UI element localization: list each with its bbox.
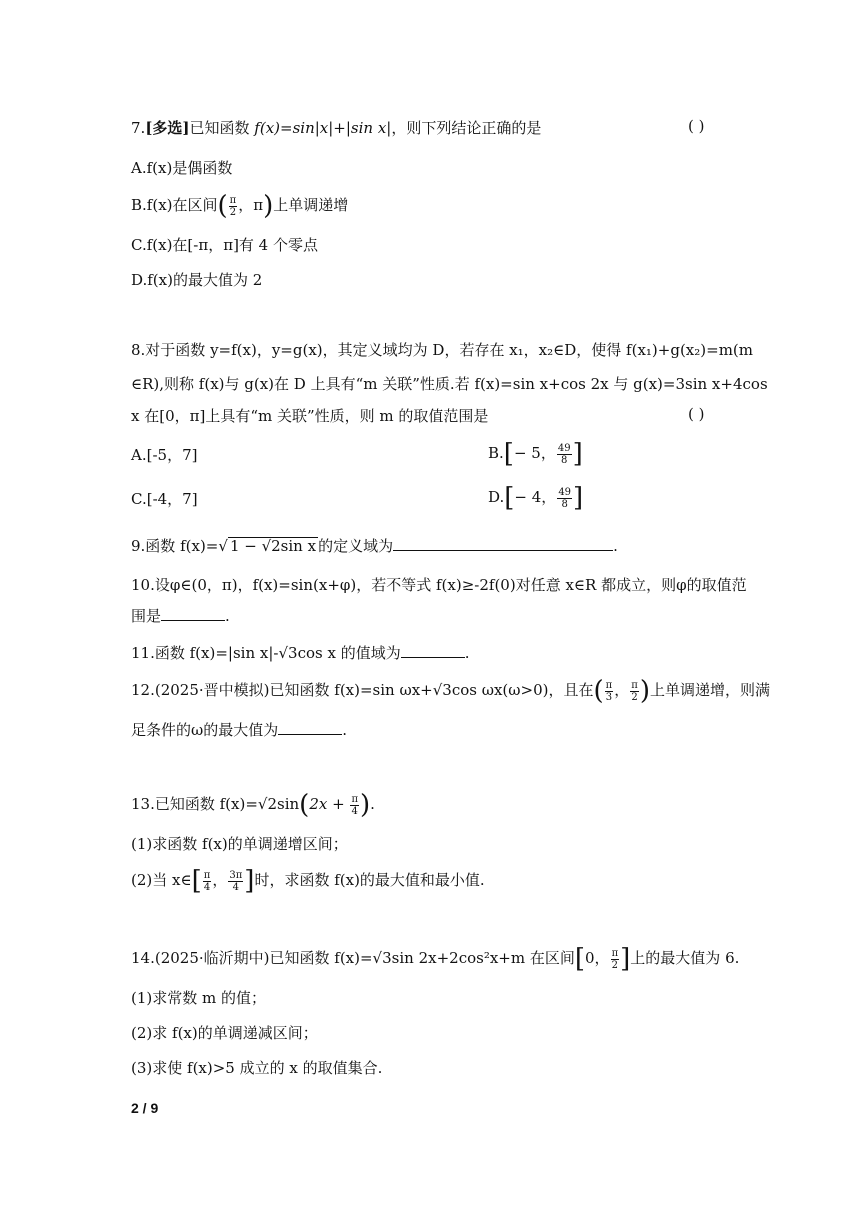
q14-part1: (1)求常数 m 的值； — [131, 989, 267, 1007]
answer-blank[interactable] — [393, 536, 613, 551]
fraction: $\frac{49}{8}$ — [558, 486, 572, 510]
q7-option-b-mid: ，π — [238, 196, 264, 214]
q9-text: 的定义域为 — [318, 537, 394, 555]
q7-option-d: D.f(x)的最大值为 2 — [131, 271, 263, 289]
q8-line3: x 在[0，π]上具有“m 关联”性质，则 m 的取值范围是 — [131, 407, 489, 425]
fraction: $\frac{\pi}{2}$ — [611, 947, 619, 971]
q7-option-b-text: 上单调递增 — [273, 196, 349, 214]
answer-blank[interactable] — [401, 643, 465, 658]
q8-answer-paren: ( ) — [688, 405, 705, 423]
answer-blank[interactable] — [161, 606, 225, 621]
q12-line1: 12.(2025·晋中模拟)已知函数 f(x)=sin ωx+√3cos ωx(ω>0)，且在( $\frac{\pi}{3}$ ， $\frac{\pi}{2}$ )上单调递增，则满 — [131, 676, 770, 706]
q7-option-b-label: B.f(x)在区间 — [131, 196, 218, 214]
q8-option-b-label: B. — [488, 444, 504, 462]
q13-part2: (2)当 x∈[ $\frac{\pi}{4}$ ， $\frac{3\pi}{4}$ ]时，求函数 f(x)的最大值和最小值. — [131, 866, 485, 896]
q14-interval-start: 0， — [585, 949, 610, 967]
q7-tag: [多选] — [145, 119, 190, 137]
answer-blank[interactable] — [278, 720, 342, 735]
q12-line2-text: 足条件的ω的最大值为 — [131, 721, 279, 739]
q13-part2-comma: ， — [212, 871, 228, 889]
q8-option-d: D.[− 4， $\frac{49}{8}$ ] — [488, 483, 584, 513]
fraction: $\frac{\pi}{3}$ — [605, 679, 613, 703]
q9-label: 9.函数 f(x)= — [131, 537, 219, 555]
q7-number: 7. — [131, 119, 146, 137]
q12-text: 12.(2025·晋中模拟)已知函数 f(x)=sin ωx+√3cos ωx(ω>0)，且在 — [131, 681, 594, 699]
q7-stem — [131, 117, 541, 139]
q7-stem-end: ，则下列结论正确的是 — [391, 119, 542, 137]
q14-part2: (2)求 f(x)的单调递减区间； — [131, 1024, 318, 1042]
fraction: $\frac{\pi}{2}$ — [631, 679, 638, 703]
q13-part2-text: (2)当 x∈ — [131, 871, 192, 889]
q13-text: 13.已知函数 f(x)=√2sin — [131, 795, 300, 813]
q14-stem: 14.(2025·临沂期中)已知函数 f(x)=√3sin 2x+2cos²x+m 在区间[0， $\frac{\pi}{2}$ ]上的最大值为 6. — [131, 944, 740, 974]
q10-text: 围是 — [131, 607, 162, 625]
q8-line1: 8.对于函数 y=f(x)，y=g(x)，其定义域均为 D，若存在 x₁，x₂∈D，使得 f(x₁)+g(x₂)=m(m — [131, 341, 753, 359]
q7-option-c: C.f(x)在[-π，π]有 4 个零点 — [131, 236, 318, 254]
q11-text: 11.函数 f(x)=|sin x|-√3cos x 的值域为 — [131, 644, 401, 662]
q14-text-end: 上的最大值为 6. — [630, 949, 740, 967]
fraction: $\frac{\pi}{4}$ — [351, 793, 359, 817]
q8-option-c: C.[-4，7] — [131, 490, 198, 508]
q8-option-d-label: D. — [488, 488, 505, 506]
fraction: $\frac{\pi}{2}$ — [229, 194, 237, 218]
q7-option-a: A.f(x)是偶函数 — [131, 159, 233, 177]
q9-end: . — [613, 537, 618, 555]
q7-answer-paren: ( ) — [688, 117, 705, 135]
q13-end: . — [370, 795, 375, 813]
q11-end: . — [464, 644, 470, 662]
q12-end: . — [342, 721, 348, 739]
q7-function: f(x)=sin|x|+|sin x| — [254, 119, 392, 137]
q13-part1: (1)求函数 f(x)的单调递增区间； — [131, 835, 348, 853]
q7-stem-text: 已知函数 — [189, 119, 255, 137]
q13-stem: 13.已知函数 f(x)=√2sin(2x + $\frac{\pi}{4}$ ). — [131, 790, 375, 820]
q8-option-b: B.[− 5， $\frac{49}{8}$ ] — [488, 439, 583, 469]
q10-line1: 10.设φ∈(0，π)，f(x)=sin(x+φ)，若不等式 f(x)≥-2f(0)对任意 x∈R 都成立，则φ的取值范 — [131, 576, 747, 594]
q9-stem — [131, 535, 618, 557]
q10-end: . — [225, 607, 230, 625]
q8-line2: ∈R),则称 f(x)与 g(x)在 D 上具有“m 关联”性质.若 f(x)=sin x+cos 2x 与 g(x)=3sin x+4cos — [131, 375, 768, 393]
q11-stem — [131, 642, 469, 664]
q14-text: 14.(2025·临沂期中)已知函数 f(x)=√3sin 2x+2cos²x+m 在区间 — [131, 949, 575, 967]
q13-inner: 2x + — [309, 795, 350, 813]
q12-text-end: 上单调递增，则满 — [649, 681, 770, 699]
q12-line2 — [131, 719, 347, 741]
sqrt-sign: √ — [218, 537, 228, 555]
q12-comma: ， — [614, 681, 630, 699]
q7-option-b: B.f(x)在区间( $\frac{\pi}{2}$ ，π)上单调递增 — [131, 191, 349, 221]
q10-line2 — [131, 605, 230, 627]
fraction: $\frac{3\pi}{4}$ — [229, 869, 243, 893]
q8-option-b-value: − 5， — [513, 444, 556, 462]
q14-part3: (3)求使 f(x)>5 成立的 x 的取值集合. — [131, 1059, 383, 1077]
q8-option-d-value: − 4， — [514, 488, 557, 506]
q13-part2-end: 时，求函数 f(x)的最大值和最小值. — [254, 871, 485, 889]
q9-radicand: 1 − √2sin x — [229, 537, 317, 555]
fraction: $\frac{\pi}{4}$ — [203, 869, 211, 893]
fraction: $\frac{49}{8}$ — [557, 442, 571, 466]
page-number: 2 / 9 — [131, 1100, 159, 1116]
q8-option-a: A.[-5，7] — [131, 446, 198, 464]
